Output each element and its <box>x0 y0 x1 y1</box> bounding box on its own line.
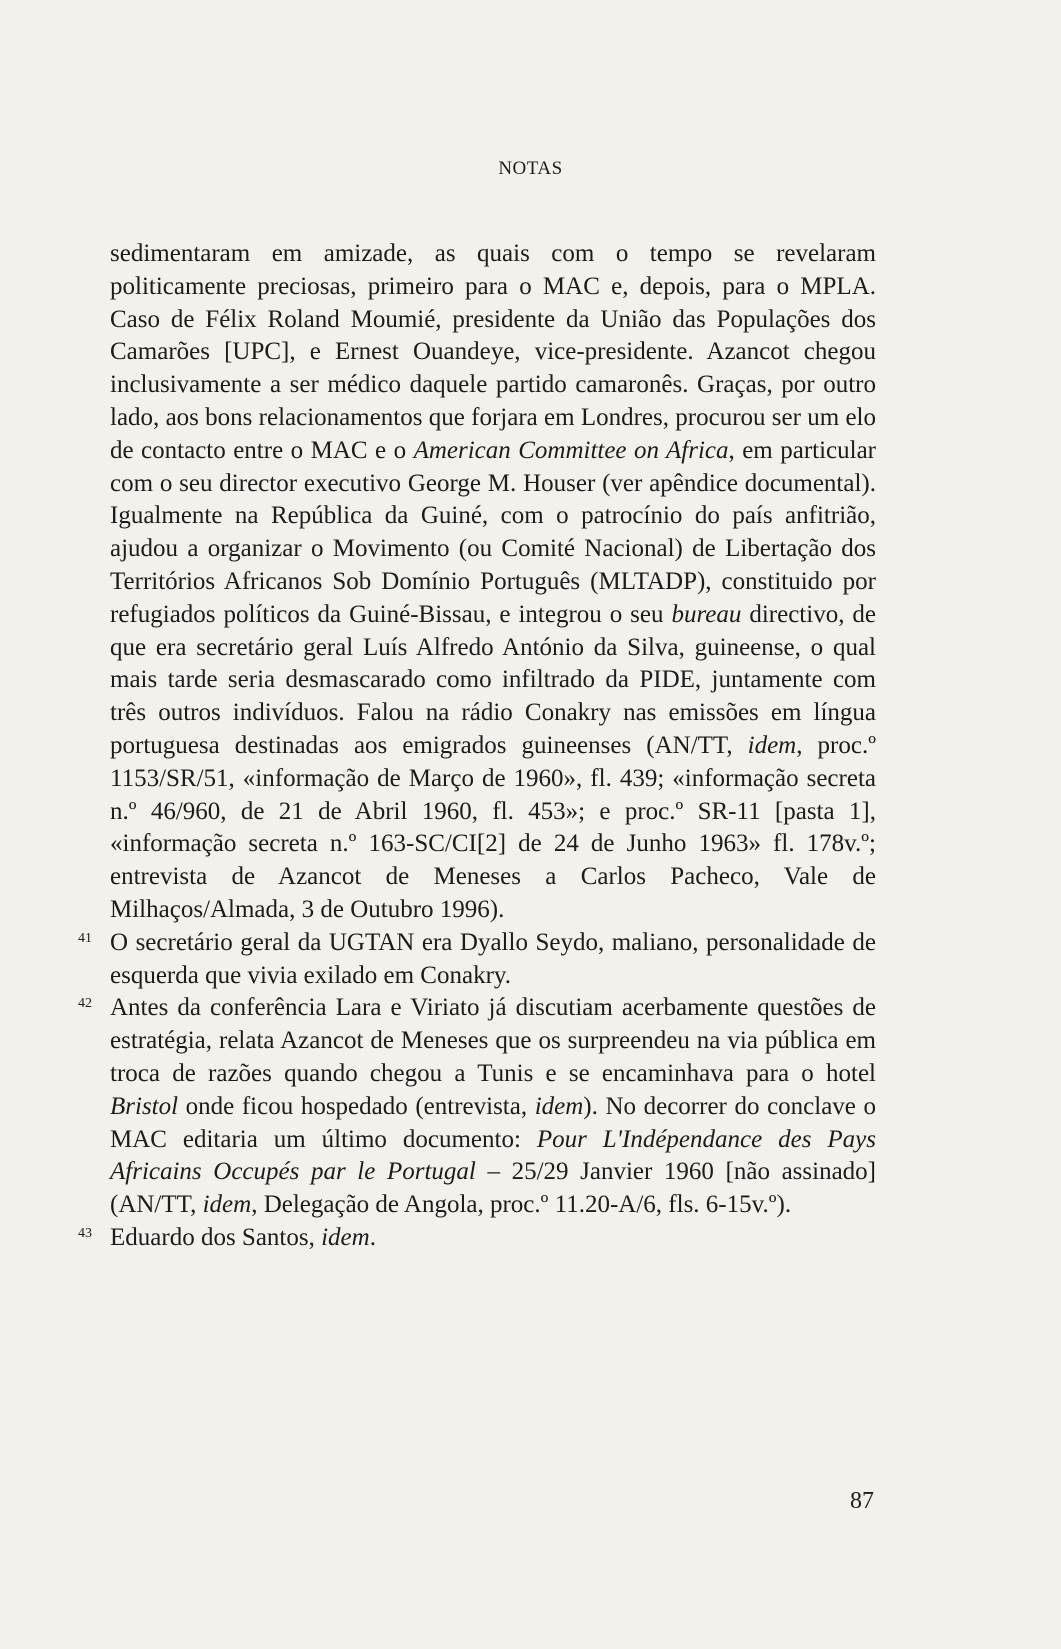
note-text <box>110 238 876 927</box>
note-text-span: Eduardo dos Santos, <box>110 1223 322 1251</box>
note-number: 41 <box>78 930 92 946</box>
note-text <box>110 1222 876 1255</box>
note-text-italic: idem <box>202 1191 252 1219</box>
note-text <box>110 927 876 993</box>
note-text-span: – 25/29 Janvier 1960 [não assinado] (AN/TT, <box>110 1158 876 1219</box>
note-text-span: . <box>369 1223 376 1251</box>
note-text-span: onde ficou hospedado (entrevista, <box>178 1092 535 1120</box>
note-number: 42 <box>78 996 92 1012</box>
note-text <box>110 992 876 1222</box>
running-head: NOTAS <box>498 158 563 179</box>
note-text-span: , em particular com o seu director executivo George M. Houser (ver apêndice documental). Igualmente na República da Guiné, com o patrocínio do país anfitrião, ajudou a organizar o Movimento (ou Comité Nacional) de Libertação dos Territórios Africanos Sob Domínio Português (MLTADP), constituido por refugiados políticos da Guiné-Bissau, e integrou o seu <box>110 436 876 628</box>
note-text-italic: idem <box>534 1092 584 1120</box>
note-text-italic: Bristol <box>110 1092 179 1120</box>
note-text-span: , proc.º 1153/SR/51, «informação de Março de 1960», fl. 439; «informação secreta n.º 46/960, de 21 de Abril 1960, fl. 453»; e proc.º SR-11 [pasta 1], «informação secreta n.º 163-SC/CI[2] de 24 de Junho 1963» fl. 178v.º; entrevista de Azancot de Meneses a Carlos Pacheco, Vale de Milhaços/Almada, 3 de Outubro 1996). <box>110 731 876 923</box>
note-text-span: O secretário geral da UGTAN era Dyallo Seydo, maliano, personalidade de esquerda que vivia exilado em Conakry. <box>110 928 876 989</box>
note-43 <box>78 1222 876 1255</box>
page-number: 87 <box>850 1488 874 1514</box>
note-text-italic: Pour L'Indépendance des Pays Africains Occupés par le Portugal <box>110 1125 876 1186</box>
note-continued <box>110 238 876 927</box>
note-text-span: sedimentaram em amizade, as quais com o tempo se revelaram politicamente preciosas, primeiro para o MAC e, depois, para o MPLA. Caso de Félix Roland Moumié, presidente da União das Populações dos Camarões [UPC], e Ernest Ouandeye, vice-presidente. Azancot chegou inclusivamente a ser médico daquele partido camaronês. Graças, por outro lado, aos bons relacionamentos que forjara em Londres, procurou ser um elo de contacto entre o MAC e o <box>110 240 876 464</box>
note-text-span: directivo, de que era secretário geral Luís Alfredo António da Silva, guineense, o qual mais tarde seria desmascarado como infiltrado da PIDE, juntamente com três outros indivíduos. Falou na rádio Conakry nas emissões em língua portuguesa destinadas aos emigrados guineenses (AN/TT, <box>110 600 876 759</box>
note-41 <box>78 927 876 993</box>
note-text-span: Antes da conferência Lara e Viriato já discutiam acerbamente questões de estratégia, relata Azancot de Meneses que os surpreendeu na via pública em troca de razões quando chegou a Tunis e se encaminhava para o hotel <box>110 994 876 1087</box>
note-42 <box>78 992 876 1222</box>
note-text-italic: American Committee on Africa <box>413 436 729 464</box>
note-text-span: ). No decorrer do conclave o MAC editaria um último documento: <box>110 1092 876 1153</box>
note-text-italic: bureau <box>671 600 742 628</box>
note-text-span: , Delegação de Angola, proc.º 11.20-A/6, fls. 6-15v.º). <box>251 1191 792 1219</box>
note-text-italic: idem <box>747 731 797 759</box>
notes-section <box>78 238 876 1255</box>
note-number: 43 <box>78 1225 92 1241</box>
note-text-italic: idem <box>321 1223 370 1251</box>
